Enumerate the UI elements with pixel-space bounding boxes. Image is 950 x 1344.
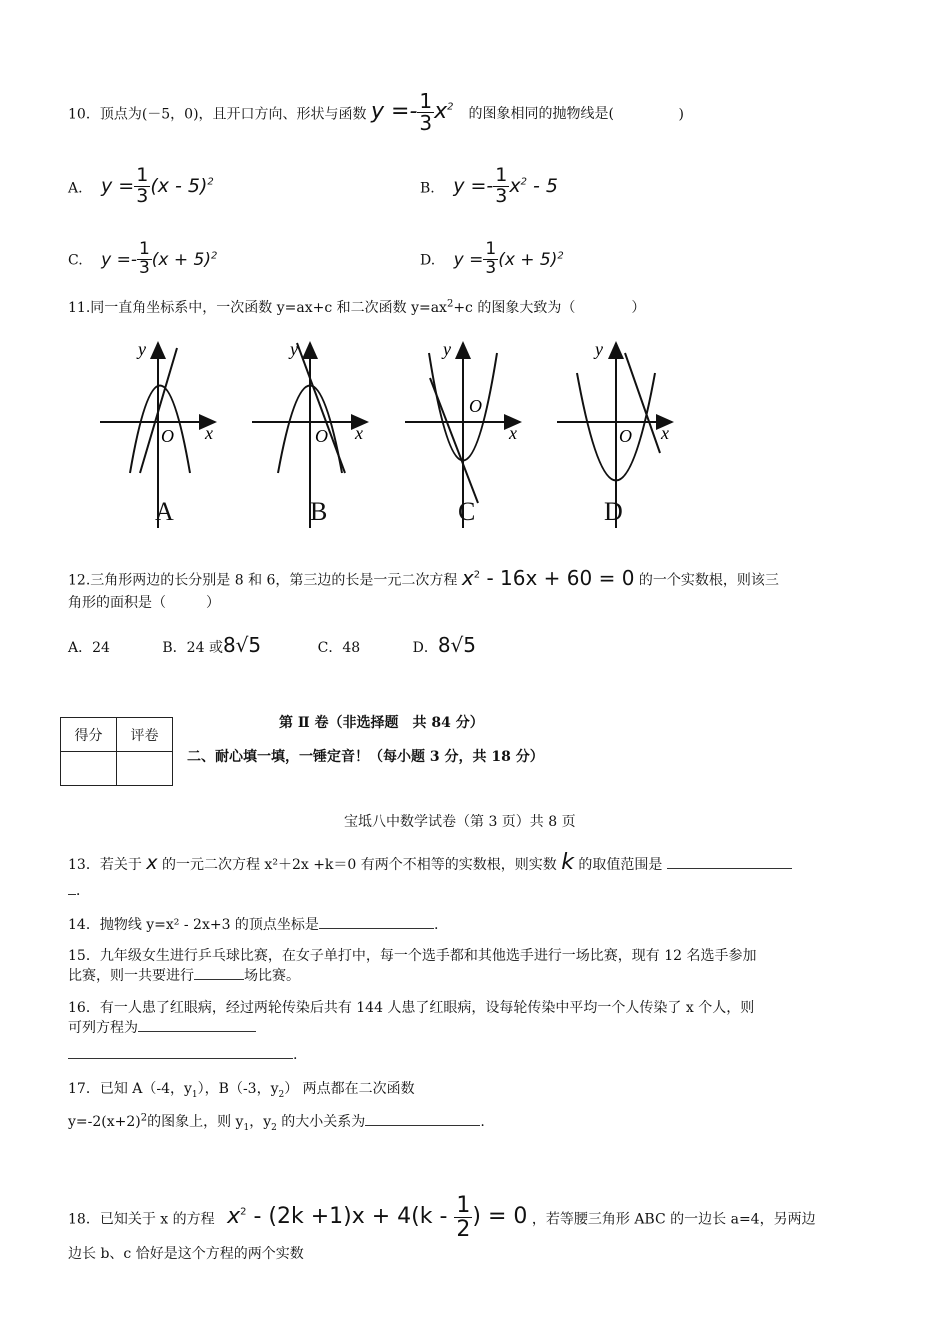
q12-stem-line2: 角形的面积是（ ）: [68, 595, 220, 611]
q15-line2: 比赛，则一共要进行 场比赛。: [68, 968, 300, 984]
score-cell[interactable]: [61, 752, 117, 786]
page-footer: 宝坻八中数学试卷（第 3 页）共 8 页: [344, 814, 576, 830]
figure-b-y: y: [290, 339, 298, 359]
q16-answer-blank-cont[interactable]: [68, 1046, 293, 1059]
q16-answer-blank[interactable]: [138, 1019, 256, 1032]
q16-line1: 16．有一人患了红眼病，经过两轮传染后共有 144 人患了红眼病，设每轮传染中平均一个人传染了 x 个人，则: [68, 1000, 755, 1016]
q13-answer-blank-cont[interactable]: [68, 882, 76, 895]
score-table: [60, 717, 173, 786]
grader-header: 评卷: [117, 718, 173, 752]
q12-options: [68, 628, 476, 662]
q10-suffix: 的图象相同的抛物线是(: [468, 106, 615, 123]
q12-option-a: A．24: [68, 640, 110, 656]
q13-answer-blank[interactable]: [667, 856, 792, 869]
q16-line2: 可列方程为: [68, 1017, 256, 1037]
q15-line1: 15．九年级女生进行乒乓球比赛，在女子单打中，每一个选手都和其他选手进行一场比赛，现有 12 名选手参加: [68, 948, 757, 964]
figure-d-label: D: [604, 497, 623, 526]
figure-a-label: A: [155, 497, 174, 526]
q12-stem-line1: 12.三角形两边的长分别是 8 和 6，第三边的长是一元二次方程 $x^2 - 16x + 60 = 0$ 的一个实数根，则该三: [68, 565, 779, 590]
q10-prefix: 10．顶点为(－5，0)，且开口方向、形状与函数: [68, 106, 367, 123]
q13-stem: 13．若关于 x 的一元二次方程 x²＋2x +k＝0 有两个不相等的实数根，则实数 k 的取值范围是: [68, 848, 792, 878]
figure-c-x: x: [509, 423, 517, 443]
score-header: 得分: [61, 718, 117, 752]
figure-c-y: y: [443, 339, 451, 359]
q18-line2: 边长 b、c 恰好是这个方程的两个实数: [68, 1246, 304, 1262]
q10-function: y =- $\frac{1}{3}$ $x^2$: [371, 88, 454, 135]
q17-answer-blank[interactable]: [365, 1113, 480, 1126]
figure-d-o: O: [619, 426, 632, 446]
figure-b-x: x: [355, 423, 363, 443]
q13-end: ．: [68, 880, 90, 900]
q10-option-a: A. y = $\frac{1}{3}$ (x - 5)$^2$: [68, 164, 214, 208]
figure-c-o: O: [469, 396, 482, 416]
figure-a-o: O: [161, 426, 174, 446]
q11-stem: 11.同一直角坐标系中，一次函数 y=ax+c 和二次函数 $y=ax^2+c$ 的图象大致为（ ）: [68, 298, 646, 316]
section-title: 第 Ⅱ 卷（非选择题 共 84 分）: [279, 715, 484, 731]
figure-b-o: O: [315, 426, 328, 446]
q10-option-c: C. y =- $\frac{1}{3}$ $(x + 5)^2$: [68, 239, 218, 279]
figure-b-label: B: [310, 497, 328, 526]
grader-cell[interactable]: [117, 752, 173, 786]
q18-line1: 18．已知关于 x 的方程 $x^2 - (2k +1)x + 4(k$ - $\frac{1}{2}$ ) = 0 ，若等腰三角形 ABC 的一边长 a=4，另两边: [68, 1192, 816, 1242]
figure-d-x: x: [661, 423, 669, 443]
q12-option-b: B．24 或8√5: [162, 633, 262, 657]
q10-stem: 10．顶点为(－5，0)，且开口方向、形状与函数 y =- $\frac{1}{3}$ $x^2$ 的图象相同的抛物线是( ): [68, 88, 684, 135]
q17-line1: 17．已知 A（-4，$y_1$），B（-3，$y_2$） 两点都在二次函数: [68, 1081, 415, 1100]
figure-d-y: y: [595, 339, 603, 359]
q16-line3: .: [68, 1046, 297, 1063]
q15-answer-blank[interactable]: [194, 967, 244, 980]
figure-a-x: x: [205, 423, 213, 443]
q14-stem: 14．抛物线 y=x² - 2x+3 的顶点坐标是 .: [68, 917, 439, 933]
q14-answer-blank[interactable]: [319, 916, 434, 929]
q10-option-d: D. y = $\frac{1}{3}$ $(x + 5)^2$: [420, 239, 564, 279]
q10-option-b: B. y =- $\frac{1}{3}$ $x^2 - 5$: [420, 164, 559, 208]
q17-line2: $y=-2(x+2)^2$的图象上，则 $y_1$，$y_2$ 的大小关系为 .: [68, 1112, 485, 1133]
q12-option-c: C．48: [317, 640, 361, 656]
figure-c-label: C: [458, 497, 476, 526]
figure-a-y: y: [138, 339, 146, 359]
section-subtitle: 二、耐心填一填，一锤定音！（每小题 3 分，共 18 分）: [187, 749, 544, 765]
q12-option-d: D．8√5: [412, 633, 477, 657]
